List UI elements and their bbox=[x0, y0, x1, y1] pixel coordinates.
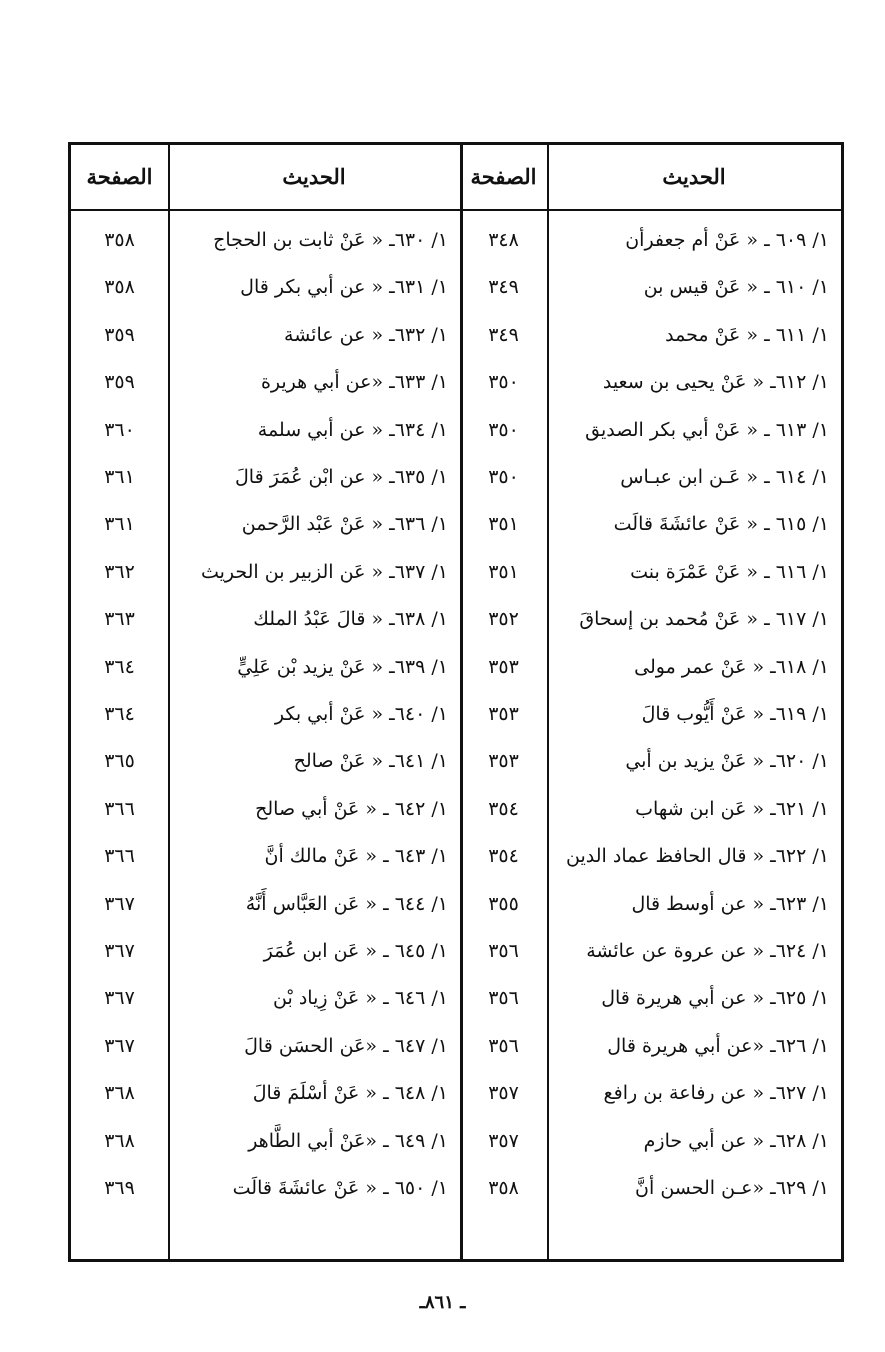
page-ref: ٣٥٠ bbox=[488, 371, 519, 394]
header-right-hadith: الحديث bbox=[662, 164, 726, 189]
page-ref: ٣٥٦ bbox=[488, 940, 519, 962]
page-ref: ٣٦٦ bbox=[104, 845, 135, 868]
index-table bbox=[68, 142, 844, 1262]
page-ref: ٣٥٨ bbox=[488, 1177, 519, 1199]
page-ref: ٣٦٦ bbox=[104, 797, 135, 820]
hadith-entry: ١/ ٦٢١ـ « عَن ابن شهاب bbox=[635, 797, 829, 820]
table-row bbox=[71, 738, 841, 785]
page-ref: ٣٥٤ bbox=[488, 845, 519, 868]
hadith-entry: ١/ ٦٣٦ـ « عَنْ عَبْد الرَّحمن bbox=[241, 513, 448, 536]
hadith-entry: ١/ ٦٢٣ـ « عن أوسط قال bbox=[631, 892, 829, 915]
page-ref: ٣٦٣ bbox=[104, 608, 135, 631]
header-left-page: الصفحة bbox=[86, 164, 153, 189]
hadith-entry: ١/ ٦٤٤ ـ « عَن العَبَّاس أَنَّهُ bbox=[245, 892, 448, 915]
table-row bbox=[71, 975, 841, 1022]
hadith-entry: ١/ ٦٣٠ـ « عَنْ ثابت بن الحجاج bbox=[213, 229, 448, 251]
page-ref: ٣٦٢ bbox=[104, 560, 135, 583]
page-ref: ٣٦٤ bbox=[104, 655, 135, 678]
page-ref: ٣٥٨ bbox=[104, 276, 135, 299]
page-ref: ٣٦١ bbox=[104, 466, 135, 488]
page-ref: ٣٥٧ bbox=[488, 1129, 519, 1152]
page-ref: ٣٥٠ bbox=[488, 466, 519, 488]
table-row bbox=[71, 596, 841, 643]
page-ref: ٣٥٦ bbox=[488, 987, 519, 1010]
table-row bbox=[71, 264, 841, 311]
table-row bbox=[71, 1070, 841, 1117]
page-ref: ٣٦٠ bbox=[104, 418, 135, 441]
table-row bbox=[71, 881, 841, 928]
hadith-entry: ١/ ٦١٢ـ « عَنْ يحيى بن سعيد bbox=[602, 371, 829, 394]
table-row bbox=[71, 217, 841, 264]
page-ref: ٣٥١ bbox=[488, 513, 519, 536]
page-ref: ٣٦٨ bbox=[104, 1082, 135, 1105]
page-ref: ٣٥٢ bbox=[488, 608, 519, 631]
hadith-entry: ١/ ٦١١ ـ « عَنْ محمد bbox=[665, 323, 829, 346]
page-ref: ٣٦٥ bbox=[104, 750, 135, 773]
page-ref: ٣٦٧ bbox=[104, 1034, 135, 1057]
hadith-entry: ١/ ٦٤٨ ـ « عَنْ أسْلَمَ قالَ bbox=[252, 1082, 448, 1105]
hadith-entry: ١/ ٦٢٥ـ « عن أبي هريرة قال bbox=[601, 987, 829, 1010]
hadith-entry: ١/ ٦١٨ـ « عَنْ عمر مولى bbox=[634, 655, 829, 678]
hadith-entry: ١/ ٦٣٢ـ « عن عائشة bbox=[284, 323, 448, 346]
hadith-entry: ١/ ٦٤٢ ـ « عَنْ أبي صالح bbox=[255, 797, 448, 820]
hadith-entry: ١/ ٦٤٧ ـ «عَن الحسَن قالَ bbox=[244, 1034, 448, 1057]
hadith-entry: ١/ ٦٢٩ـ «عـن الحسن أنَّ bbox=[635, 1177, 829, 1199]
hadith-entry: ١/ ٦٤٥ ـ « عَن ابن عُمَرَ bbox=[263, 940, 448, 962]
page-ref: ٣٦٧ bbox=[104, 892, 135, 915]
table-row bbox=[71, 407, 841, 454]
hadith-entry: ١/ ٦٢٠ـ « عَنْ يزيد بن أبي bbox=[625, 750, 829, 773]
hadith-entry: ١/ ٦٢٧ـ « عن رفاعة بن رافع bbox=[603, 1082, 829, 1105]
hadith-entry: ١/ ٦١٩ـ « عَنْ أَيُّوب قالَ bbox=[641, 703, 829, 725]
table-row bbox=[71, 454, 841, 501]
page-ref: ٣٦٧ bbox=[104, 940, 135, 962]
page-ref: ٣٤٨ bbox=[488, 229, 519, 251]
table-row bbox=[71, 312, 841, 359]
hadith-entry: ١/ ٦١٧ ـ « عَنْ مُحمد بن إسحاقَ bbox=[579, 608, 829, 631]
page-number: ـ ٨٦١ـ bbox=[419, 1292, 466, 1313]
hadith-entry: ١/ ٦٢٦ـ «عن أبي هريرة قال bbox=[607, 1034, 829, 1057]
hadith-entry: ١/ ٦١٥ ـ « عَنْ عائشَةَ قالَت bbox=[613, 513, 829, 536]
page-ref: ٣٥٦ bbox=[488, 1034, 519, 1057]
header-left-hadith: الحديث bbox=[282, 164, 346, 189]
table-row bbox=[71, 359, 841, 406]
page-ref: ٣٥٠ bbox=[488, 418, 519, 441]
hadith-entry: ١/ ٦١٣ ـ « عَنْ أبي بكر الصديق bbox=[585, 418, 829, 441]
page-ref: ٣٥٩ bbox=[104, 323, 135, 346]
hadith-entry: ١/ ٦٥٠ ـ « عَنْ عائشَةَ قالَت bbox=[232, 1177, 448, 1199]
page-ref: ٣٦٤ bbox=[104, 703, 135, 725]
page-ref: ٣٤٩ bbox=[488, 276, 519, 299]
page-ref: ٣٥٣ bbox=[488, 655, 519, 678]
hadith-entry: ١/ ٦٠٩ ـ « عَنْ أم جعفرأن bbox=[625, 229, 829, 251]
table-row bbox=[71, 833, 841, 880]
hadith-entry: ١/ ٦١٤ ـ « عَـن ابن عبـاس bbox=[620, 466, 829, 488]
table-row bbox=[71, 501, 841, 548]
page-ref: ٣٦٩ bbox=[104, 1177, 135, 1199]
hadith-entry: ١/ ٦٤١ـ « عَنْ صالح bbox=[293, 750, 448, 773]
hadith-entry: ١/ ٦٣٣ـ «عن أبي هريرة bbox=[260, 371, 448, 394]
table-row bbox=[71, 928, 841, 975]
hadith-entry: ١/ ٦٤٩ ـ «عَنْ أبي الطَّاهر bbox=[248, 1129, 448, 1152]
table-row bbox=[71, 1118, 841, 1165]
page-ref: ٣٥٥ bbox=[488, 892, 519, 915]
hadith-entry: ١/ ٦٢٢ـ « قال الحافظ عماد الدين bbox=[566, 845, 829, 868]
table-row bbox=[71, 786, 841, 833]
page-ref: ٣٥٣ bbox=[488, 750, 519, 773]
page-ref: ٣٥١ bbox=[488, 560, 519, 583]
hadith-entry: ١/ ٦٣٥ـ « عن ابْن عُمَرَ قالَ bbox=[235, 466, 448, 488]
page-ref: ٣٦٨ bbox=[104, 1129, 135, 1152]
hadith-entry: ١/ ٦٣١ـ « عن أبي بكر قال bbox=[240, 276, 448, 299]
hadith-entry: ١/ ٦٤٠ـ « عَنْ أبي بكر bbox=[274, 703, 448, 725]
table-row bbox=[71, 1165, 841, 1212]
table-row bbox=[71, 549, 841, 596]
page-ref: ٣٦٧ bbox=[104, 987, 135, 1010]
table-row bbox=[71, 691, 841, 738]
hadith-entry: ١/ ٦٢٨ـ « عن أبي حازم bbox=[643, 1129, 829, 1152]
header-divider bbox=[71, 209, 841, 211]
page-ref: ٣٥٣ bbox=[488, 703, 519, 725]
page-ref: ٣٤٩ bbox=[488, 323, 519, 346]
hadith-entry: ١/ ٦٣٩ـ « عَنْ يزيد بْن عَلِيٍّ bbox=[237, 655, 448, 678]
hadith-entry: ١/ ٦٤٣ ـ « عَنْ مالك أنَّ bbox=[264, 845, 448, 868]
page-ref: ٣٥٩ bbox=[104, 371, 135, 394]
table-row bbox=[71, 644, 841, 691]
hadith-entry: ١/ ٦١٠ ـ « عَنْ قيس بن bbox=[643, 276, 829, 299]
hadith-entry: ١/ ٦٤٦ ـ « عَنْ زِياد بْن bbox=[273, 987, 448, 1010]
hadith-entry: ١/ ٦٣٨ـ « قالَ عَبْدُ الملك bbox=[253, 608, 448, 631]
page-ref: ٣٦١ bbox=[104, 513, 135, 536]
hadith-entry: ١/ ٦٣٤ـ « عن أبي سلمة bbox=[257, 418, 448, 441]
hadith-entry: ١/ ٦٢٤ـ « عن عروة عن عائشة bbox=[586, 940, 829, 962]
hadith-entry: ١/ ٦٣٧ـ « عَن الزبير بن الحريث bbox=[200, 560, 448, 583]
header-right-page: الصفحة bbox=[470, 164, 537, 189]
page-ref: ٣٥٨ bbox=[104, 229, 135, 251]
page-ref: ٣٥٧ bbox=[488, 1082, 519, 1105]
table-row bbox=[71, 1023, 841, 1070]
page-ref: ٣٥٤ bbox=[488, 797, 519, 820]
hadith-entry: ١/ ٦١٦ ـ « عَنْ عَمْرَة بنت bbox=[630, 560, 829, 583]
